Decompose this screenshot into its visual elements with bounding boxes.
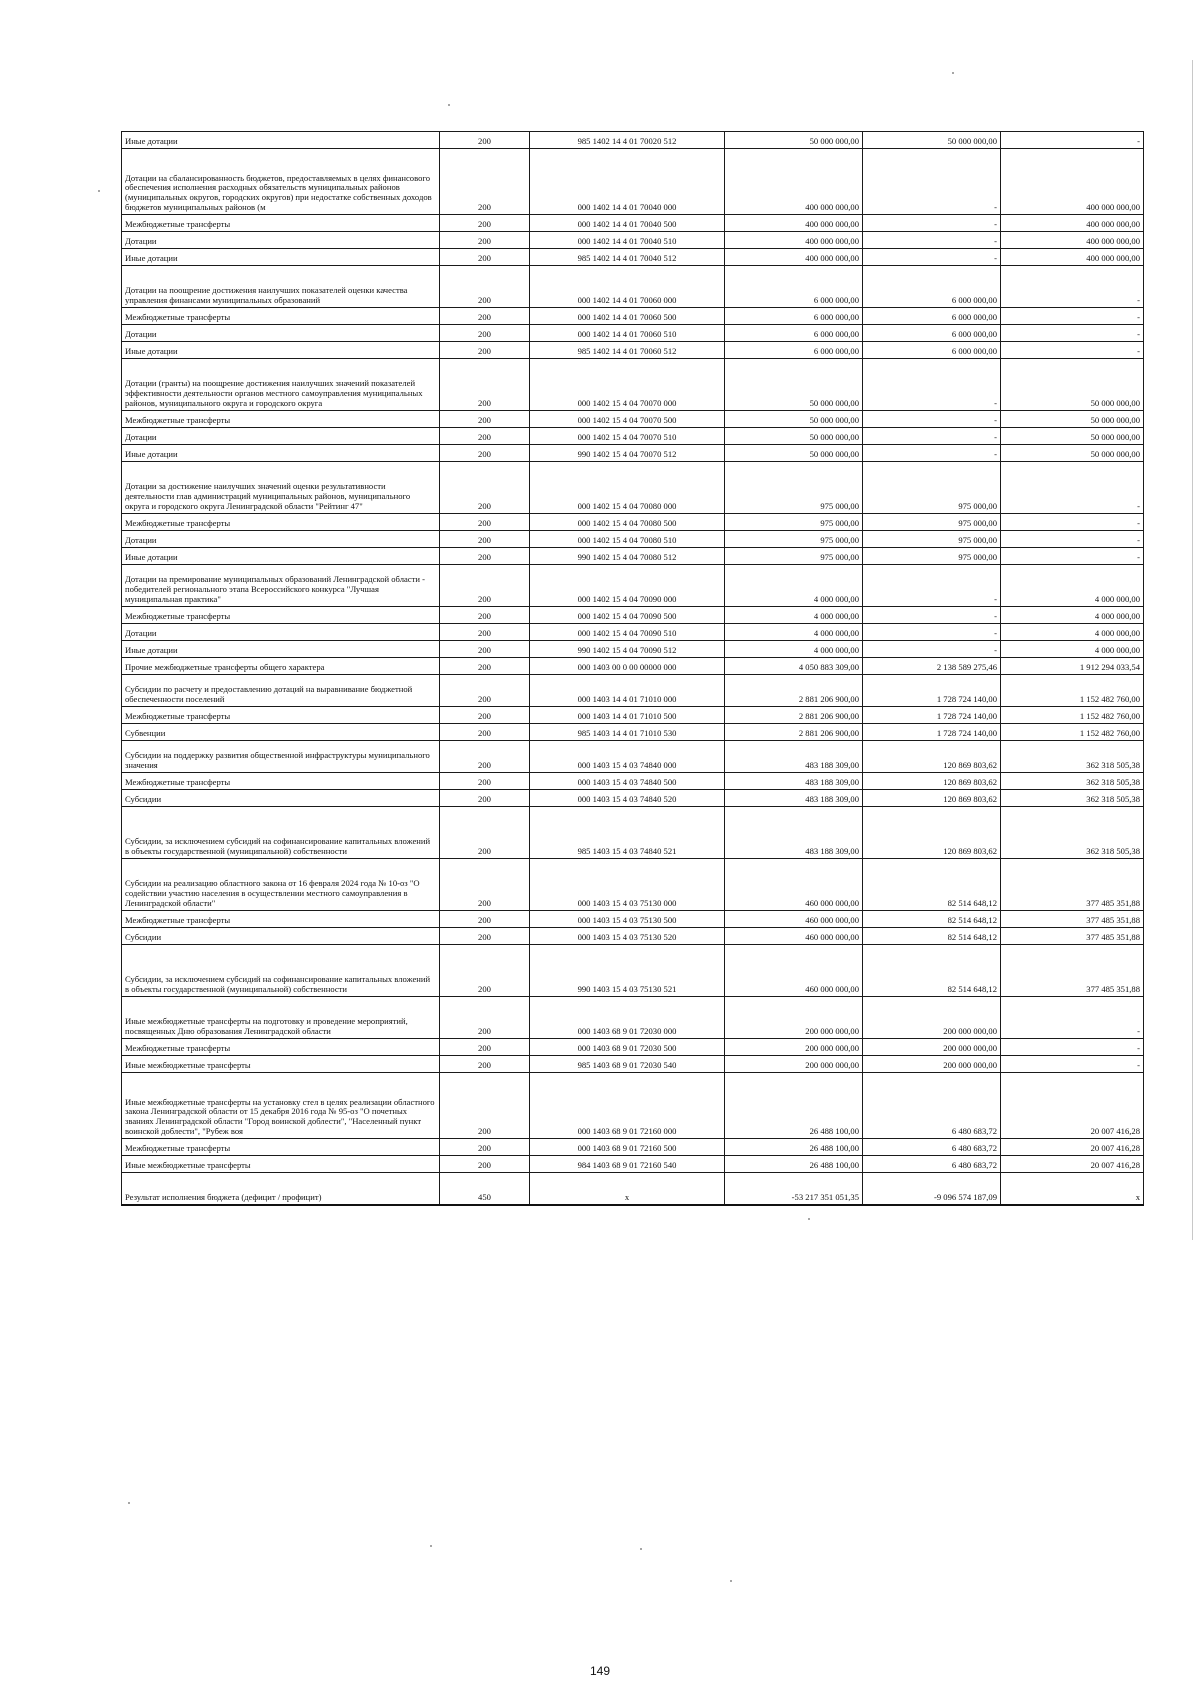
table-row	[122, 859, 1144, 911]
row-name-cell: Иные межбюджетные трансферты	[122, 1056, 440, 1073]
table-row	[122, 658, 1144, 675]
row-name-cell: Межбюджетные трансферты	[122, 514, 440, 531]
executed-amount-cell: 1 728 724 140,00	[863, 707, 1001, 724]
line-code-cell: 200	[440, 773, 530, 790]
classification-code-cell: 985 1402 14 4 01 70060 512	[530, 342, 725, 359]
executed-amount-cell: 6 000 000,00	[863, 342, 1001, 359]
row-name-cell: Дотации	[122, 325, 440, 342]
row-name-cell: Дотации на премирование муниципальных образований Ленинградской области - победителей регионального этапа Всероссийского конкурса "Лучшая муниципальная практика"	[122, 565, 440, 607]
approved-amount-cell: 975 000,00	[725, 531, 863, 548]
row-name-cell: Межбюджетные трансферты	[122, 607, 440, 624]
row-name-cell: Субсидии, за исключением субсидий на софинансирование капитальных вложений в объекты государственной (муниципальной) собственности	[122, 807, 440, 859]
remaining-amount-cell: -	[1001, 514, 1144, 531]
executed-amount-cell: -	[863, 445, 1001, 462]
line-code-cell: 200	[440, 675, 530, 707]
row-name-cell: Иные межбюджетные трансферты на подготовку и проведение мероприятий, посвященных Дню образования Ленинградской области	[122, 997, 440, 1039]
remaining-amount-cell: 1 152 482 760,00	[1001, 707, 1144, 724]
classification-code-cell: 990 1402 15 4 04 70080 512	[530, 548, 725, 565]
classification-code-cell: 000 1402 14 4 01 70040 510	[530, 232, 725, 249]
remaining-amount-cell: 50 000 000,00	[1001, 359, 1144, 411]
row-name-cell: Иные дотации	[122, 342, 440, 359]
line-code-cell: 200	[440, 607, 530, 624]
executed-amount-cell: 200 000 000,00	[863, 1039, 1001, 1056]
executed-amount-cell: 50 000 000,00	[863, 132, 1001, 149]
approved-amount-cell: 4 000 000,00	[725, 565, 863, 607]
remaining-amount-cell: 400 000 000,00	[1001, 149, 1144, 215]
table-row	[122, 411, 1144, 428]
row-name-cell: Дотации	[122, 531, 440, 548]
remaining-amount-cell: 377 485 351,88	[1001, 928, 1144, 945]
approved-amount-cell: 460 000 000,00	[725, 945, 863, 997]
row-name-cell: Субсидии, за исключением субсидий на софинансирование капитальных вложений в объекты государственной (муниципальной) собственности	[122, 945, 440, 997]
line-code-cell: 200	[440, 445, 530, 462]
row-name-cell: Дотации на сбалансированность бюджетов, предоставляемых в целях финансового обеспечения исполнения расходных обязательств муниципальных районов (муниципальных округов, городских округов) при недостатке собственных доходов бюджетов муниципальных районов (м	[122, 149, 440, 215]
approved-amount-cell: 4 000 000,00	[725, 641, 863, 658]
executed-amount-cell: 82 514 648,12	[863, 911, 1001, 928]
row-name-cell: Дотации	[122, 428, 440, 445]
scan-speck	[128, 1502, 130, 1504]
approved-amount-cell: 483 188 309,00	[725, 807, 863, 859]
line-code-cell: 200	[440, 1139, 530, 1156]
executed-amount-cell: 120 869 803,62	[863, 790, 1001, 807]
row-name-cell: Межбюджетные трансферты	[122, 911, 440, 928]
executed-amount-cell: 82 514 648,12	[863, 945, 1001, 997]
remaining-amount-cell: -	[1001, 531, 1144, 548]
line-code-cell: 200	[440, 514, 530, 531]
classification-code-cell: 000 1402 15 4 04 70090 000	[530, 565, 725, 607]
line-code-cell: 200	[440, 1039, 530, 1056]
classification-code-cell: 000 1403 68 9 01 72160 500	[530, 1139, 725, 1156]
row-name-cell: Межбюджетные трансферты	[122, 1039, 440, 1056]
row-name-cell: Субсидии	[122, 928, 440, 945]
classification-code-cell: 000 1402 15 4 04 70070 500	[530, 411, 725, 428]
page-number: 149	[589, 1664, 611, 1678]
classification-code-cell: 000 1403 15 4 03 75130 000	[530, 859, 725, 911]
table-row	[122, 359, 1144, 411]
executed-amount-cell: -	[863, 565, 1001, 607]
executed-amount-cell: -	[863, 249, 1001, 266]
line-code-cell: 200	[440, 308, 530, 325]
approved-amount-cell: 50 000 000,00	[725, 411, 863, 428]
approved-amount-cell: 400 000 000,00	[725, 215, 863, 232]
line-code-cell: 200	[440, 149, 530, 215]
approved-amount-cell: 6 000 000,00	[725, 342, 863, 359]
row-name-cell: Иные межбюджетные трансферты	[122, 1156, 440, 1173]
table-row	[122, 1073, 1144, 1139]
table-row	[122, 132, 1144, 149]
line-code-cell: 200	[440, 741, 530, 773]
approved-amount-cell: 4 050 883 309,00	[725, 658, 863, 675]
remaining-amount-cell: 4 000 000,00	[1001, 624, 1144, 641]
table-row	[122, 548, 1144, 565]
table-row	[122, 325, 1144, 342]
approved-amount-cell: 975 000,00	[725, 462, 863, 514]
classification-code-cell: 985 1403 68 9 01 72030 540	[530, 1056, 725, 1073]
line-code-cell: 200	[440, 462, 530, 514]
approved-amount-cell: 200 000 000,00	[725, 1056, 863, 1073]
classification-code-cell: 000 1403 15 4 03 74840 500	[530, 773, 725, 790]
row-name-cell: Дотации (гранты) на поощрение достижения наилучших значений показателей эффективности деятельности органов местного самоуправления муниципальных районов, муниципального округа и городского округа	[122, 359, 440, 411]
line-code-cell: 200	[440, 911, 530, 928]
classification-code-cell: 985 1403 15 4 03 74840 521	[530, 807, 725, 859]
classification-code-cell: 000 1403 00 0 00 00000 000	[530, 658, 725, 675]
executed-amount-cell: -	[863, 232, 1001, 249]
executed-amount-cell: 1 728 724 140,00	[863, 724, 1001, 741]
approved-amount-cell: 50 000 000,00	[725, 428, 863, 445]
table-row	[122, 1156, 1144, 1173]
scan-speck	[98, 190, 100, 192]
executed-amount-cell: -	[863, 607, 1001, 624]
remaining-amount-cell: -	[1001, 548, 1144, 565]
line-code-cell: 200	[440, 411, 530, 428]
executed-amount-cell: 6 480 683,72	[863, 1073, 1001, 1139]
table-row	[122, 428, 1144, 445]
scan-speck	[640, 1548, 642, 1550]
row-name-cell: Субсидии на поддержку развития общественной инфраструктуры муниципального значения	[122, 741, 440, 773]
remaining-amount-cell: x	[1001, 1173, 1144, 1205]
approved-amount-cell: 26 488 100,00	[725, 1139, 863, 1156]
scan-speck	[448, 104, 450, 106]
approved-amount-cell: 50 000 000,00	[725, 359, 863, 411]
classification-code-cell: 000 1403 68 9 01 72030 500	[530, 1039, 725, 1056]
remaining-amount-cell: 1 152 482 760,00	[1001, 724, 1144, 741]
classification-code-cell: 000 1403 15 4 03 75130 500	[530, 911, 725, 928]
table-row	[122, 1056, 1144, 1073]
executed-amount-cell: 975 000,00	[863, 514, 1001, 531]
executed-amount-cell: -	[863, 624, 1001, 641]
remaining-amount-cell: 20 007 416,28	[1001, 1139, 1144, 1156]
row-name-cell: Дотации за достижение наилучших значений оценки результативности деятельности глав администраций муниципальных районов, муниципального округа и городского округа Ленинградской области "Рейтинг 47"	[122, 462, 440, 514]
classification-code-cell: 000 1402 15 4 04 70070 510	[530, 428, 725, 445]
classification-code-cell: 984 1403 68 9 01 72160 540	[530, 1156, 725, 1173]
approved-amount-cell: 50 000 000,00	[725, 132, 863, 149]
line-code-cell: 200	[440, 232, 530, 249]
table-row	[122, 707, 1144, 724]
line-code-cell: 200	[440, 790, 530, 807]
line-code-cell: 200	[440, 997, 530, 1039]
classification-code-cell: 000 1403 15 4 03 74840 520	[530, 790, 725, 807]
remaining-amount-cell: 377 485 351,88	[1001, 859, 1144, 911]
approved-amount-cell: 400 000 000,00	[725, 232, 863, 249]
row-name-cell: Субсидии	[122, 790, 440, 807]
executed-amount-cell: 975 000,00	[863, 462, 1001, 514]
classification-code-cell: 000 1402 15 4 04 70090 500	[530, 607, 725, 624]
executed-amount-cell: -	[863, 359, 1001, 411]
remaining-amount-cell: 362 318 505,38	[1001, 790, 1144, 807]
remaining-amount-cell: 362 318 505,38	[1001, 741, 1144, 773]
remaining-amount-cell: 377 485 351,88	[1001, 945, 1144, 997]
table-body	[122, 132, 1144, 1205]
row-name-cell: Субсидии на реализацию областного закона от 16 февраля 2024 года № 10-оз "О содействии участию населения в осуществлении местного самоуправления в Ленинградской области"	[122, 859, 440, 911]
line-code-cell: 200	[440, 859, 530, 911]
executed-amount-cell: 975 000,00	[863, 531, 1001, 548]
executed-amount-cell: 6 000 000,00	[863, 308, 1001, 325]
table-row	[122, 445, 1144, 462]
line-code-cell: 200	[440, 807, 530, 859]
table-row	[122, 308, 1144, 325]
row-name-cell: Межбюджетные трансферты	[122, 707, 440, 724]
executed-amount-cell: 200 000 000,00	[863, 1056, 1001, 1073]
executed-amount-cell: 975 000,00	[863, 548, 1001, 565]
row-name-cell: Иные дотации	[122, 641, 440, 658]
remaining-amount-cell: 377 485 351,88	[1001, 911, 1144, 928]
table-row	[122, 945, 1144, 997]
line-code-cell: 200	[440, 1056, 530, 1073]
table-row	[122, 641, 1144, 658]
remaining-amount-cell: 20 007 416,28	[1001, 1073, 1144, 1139]
table-row	[122, 790, 1144, 807]
table-row	[122, 1039, 1144, 1056]
table-row	[122, 232, 1144, 249]
executed-amount-cell: -	[863, 149, 1001, 215]
remaining-amount-cell: 50 000 000,00	[1001, 445, 1144, 462]
executed-amount-cell: 82 514 648,12	[863, 859, 1001, 911]
budget-execution-table	[121, 131, 1144, 1206]
table-row	[122, 249, 1144, 266]
line-code-cell: 200	[440, 359, 530, 411]
remaining-amount-cell: 400 000 000,00	[1001, 232, 1144, 249]
line-code-cell: 200	[440, 342, 530, 359]
classification-code-cell: 000 1403 68 9 01 72030 000	[530, 997, 725, 1039]
row-name-cell: Дотации	[122, 624, 440, 641]
approved-amount-cell: 2 881 206 900,00	[725, 675, 863, 707]
scan-edge-line	[1192, 60, 1193, 1240]
classification-code-cell: 000 1402 14 4 01 70040 500	[530, 215, 725, 232]
row-name-cell: Межбюджетные трансферты	[122, 411, 440, 428]
executed-amount-cell: 200 000 000,00	[863, 997, 1001, 1039]
line-code-cell: 200	[440, 428, 530, 445]
approved-amount-cell: 2 881 206 900,00	[725, 724, 863, 741]
classification-code-cell: 000 1402 15 4 04 70070 000	[530, 359, 725, 411]
table-row	[122, 1173, 1144, 1205]
row-name-cell: Межбюджетные трансферты	[122, 773, 440, 790]
classification-code-cell: 000 1403 15 4 03 75130 520	[530, 928, 725, 945]
table-row	[122, 607, 1144, 624]
table-row	[122, 675, 1144, 707]
remaining-amount-cell: -	[1001, 266, 1144, 308]
approved-amount-cell: 6 000 000,00	[725, 325, 863, 342]
approved-amount-cell: 975 000,00	[725, 514, 863, 531]
approved-amount-cell: 6 000 000,00	[725, 266, 863, 308]
line-code-cell: 200	[440, 132, 530, 149]
row-name-cell: Дотации	[122, 232, 440, 249]
executed-amount-cell: -	[863, 215, 1001, 232]
line-code-cell: 200	[440, 266, 530, 308]
row-name-cell: Иные дотации	[122, 445, 440, 462]
line-code-cell: 200	[440, 215, 530, 232]
row-name-cell: Иные дотации	[122, 249, 440, 266]
classification-code-cell: 000 1403 15 4 03 74840 000	[530, 741, 725, 773]
classification-code-cell: 000 1402 15 4 04 70090 510	[530, 624, 725, 641]
executed-amount-cell: -9 096 574 187,09	[863, 1173, 1001, 1205]
classification-code-cell: 000 1402 15 4 04 70080 500	[530, 514, 725, 531]
line-code-cell: 200	[440, 707, 530, 724]
classification-code-cell: 000 1403 14 4 01 71010 500	[530, 707, 725, 724]
classification-code-cell: 000 1403 68 9 01 72160 000	[530, 1073, 725, 1139]
row-name-cell: Межбюджетные трансферты	[122, 1139, 440, 1156]
classification-code-cell: 985 1403 14 4 01 71010 530	[530, 724, 725, 741]
remaining-amount-cell: 400 000 000,00	[1001, 249, 1144, 266]
executed-amount-cell: -	[863, 641, 1001, 658]
remaining-amount-cell: -	[1001, 308, 1144, 325]
row-name-cell: Прочие межбюджетные трансферты общего характера	[122, 658, 440, 675]
classification-code-cell: 000 1403 14 4 01 71010 000	[530, 675, 725, 707]
classification-code-cell: 990 1402 15 4 04 70070 512	[530, 445, 725, 462]
line-code-cell: 450	[440, 1173, 530, 1205]
executed-amount-cell: 2 138 589 275,46	[863, 658, 1001, 675]
classification-code-cell: 000 1402 14 4 01 70060 500	[530, 308, 725, 325]
line-code-cell: 200	[440, 724, 530, 741]
approved-amount-cell: 200 000 000,00	[725, 1039, 863, 1056]
approved-amount-cell: 26 488 100,00	[725, 1073, 863, 1139]
table-row	[122, 215, 1144, 232]
row-name-cell: Иные дотации	[122, 548, 440, 565]
approved-amount-cell: 6 000 000,00	[725, 308, 863, 325]
line-code-cell: 200	[440, 928, 530, 945]
remaining-amount-cell: -	[1001, 997, 1144, 1039]
table-row	[122, 531, 1144, 548]
row-name-cell: Иные дотации	[122, 132, 440, 149]
line-code-cell: 200	[440, 565, 530, 607]
executed-amount-cell: 6 000 000,00	[863, 266, 1001, 308]
line-code-cell: 200	[440, 531, 530, 548]
approved-amount-cell: 4 000 000,00	[725, 624, 863, 641]
scan-speck	[808, 1218, 810, 1220]
remaining-amount-cell: 1 152 482 760,00	[1001, 675, 1144, 707]
approved-amount-cell: 400 000 000,00	[725, 249, 863, 266]
line-code-cell: 200	[440, 548, 530, 565]
classification-code-cell: 985 1402 14 4 01 70040 512	[530, 249, 725, 266]
remaining-amount-cell: 50 000 000,00	[1001, 428, 1144, 445]
approved-amount-cell: 200 000 000,00	[725, 997, 863, 1039]
scan-speck	[952, 72, 954, 74]
classification-code-cell: 000 1402 15 4 04 70080 510	[530, 531, 725, 548]
remaining-amount-cell: 4 000 000,00	[1001, 607, 1144, 624]
remaining-amount-cell: -	[1001, 462, 1144, 514]
table-row	[122, 1139, 1144, 1156]
line-code-cell: 200	[440, 325, 530, 342]
remaining-amount-cell: 1 912 294 033,54	[1001, 658, 1144, 675]
table-row	[122, 773, 1144, 790]
table-row	[122, 741, 1144, 773]
row-name-cell: Субвенции	[122, 724, 440, 741]
executed-amount-cell: 1 728 724 140,00	[863, 675, 1001, 707]
executed-amount-cell: 6 480 683,72	[863, 1156, 1001, 1173]
line-code-cell: 200	[440, 1073, 530, 1139]
approved-amount-cell: 460 000 000,00	[725, 911, 863, 928]
row-name-cell: Субсидии по расчету и предоставлению дотаций на выравнивание бюджетной обеспеченности поселений	[122, 675, 440, 707]
approved-amount-cell: 400 000 000,00	[725, 149, 863, 215]
executed-amount-cell: 6 480 683,72	[863, 1139, 1001, 1156]
table-row	[122, 807, 1144, 859]
scan-speck	[430, 1545, 432, 1547]
approved-amount-cell: 460 000 000,00	[725, 928, 863, 945]
table-row	[122, 462, 1144, 514]
classification-code-cell: 000 1402 15 4 04 70080 000	[530, 462, 725, 514]
table-row	[122, 724, 1144, 741]
classification-code-cell: 990 1403 15 4 03 75130 521	[530, 945, 725, 997]
remaining-amount-cell: 400 000 000,00	[1001, 215, 1144, 232]
remaining-amount-cell: -	[1001, 325, 1144, 342]
table-row	[122, 997, 1144, 1039]
line-code-cell: 200	[440, 249, 530, 266]
line-code-cell: 200	[440, 945, 530, 997]
line-code-cell: 200	[440, 624, 530, 641]
row-name-cell: Результат исполнения бюджета (дефицит / профицит)	[122, 1173, 440, 1205]
table-row	[122, 266, 1144, 308]
classification-code-cell: 000 1402 14 4 01 70060 510	[530, 325, 725, 342]
table-row	[122, 911, 1144, 928]
approved-amount-cell: 4 000 000,00	[725, 607, 863, 624]
approved-amount-cell: 483 188 309,00	[725, 741, 863, 773]
executed-amount-cell: 82 514 648,12	[863, 928, 1001, 945]
line-code-cell: 200	[440, 641, 530, 658]
approved-amount-cell: 483 188 309,00	[725, 773, 863, 790]
row-name-cell: Дотации на поощрение достижения наилучших показателей оценки качества управления финансами муниципальных образований	[122, 266, 440, 308]
classification-code-cell: x	[530, 1173, 725, 1205]
classification-code-cell: 000 1402 14 4 01 70060 000	[530, 266, 725, 308]
row-name-cell: Межбюджетные трансферты	[122, 215, 440, 232]
executed-amount-cell: 120 869 803,62	[863, 807, 1001, 859]
table-row	[122, 149, 1144, 215]
line-code-cell: 200	[440, 658, 530, 675]
executed-amount-cell: 120 869 803,62	[863, 773, 1001, 790]
remaining-amount-cell: -	[1001, 1056, 1144, 1073]
remaining-amount-cell: -	[1001, 342, 1144, 359]
remaining-amount-cell: 20 007 416,28	[1001, 1156, 1144, 1173]
classification-code-cell: 000 1402 14 4 01 70040 000	[530, 149, 725, 215]
executed-amount-cell: 6 000 000,00	[863, 325, 1001, 342]
line-code-cell: 200	[440, 1156, 530, 1173]
scan-speck	[730, 1580, 732, 1582]
approved-amount-cell: 483 188 309,00	[725, 790, 863, 807]
table-row	[122, 624, 1144, 641]
approved-amount-cell: -53 217 351 051,35	[725, 1173, 863, 1205]
remaining-amount-cell: 362 318 505,38	[1001, 807, 1144, 859]
remaining-amount-cell: -	[1001, 1039, 1144, 1056]
table-row	[122, 342, 1144, 359]
approved-amount-cell: 50 000 000,00	[725, 445, 863, 462]
remaining-amount-cell: 50 000 000,00	[1001, 411, 1144, 428]
row-name-cell: Межбюджетные трансферты	[122, 308, 440, 325]
table-row	[122, 565, 1144, 607]
table-row	[122, 928, 1144, 945]
classification-code-cell: 985 1402 14 4 01 70020 512	[530, 132, 725, 149]
row-name-cell: Иные межбюджетные трансферты на установку стел в целях реализации областного закона Ленинградской области от 15 декабря 2016 года № 95-оз "О почетных званиях Ленинградской области "Город воинской доблести", "Населенный пункт воинской доблести", "Рубеж воя	[122, 1073, 440, 1139]
approved-amount-cell: 975 000,00	[725, 548, 863, 565]
remaining-amount-cell: 4 000 000,00	[1001, 565, 1144, 607]
remaining-amount-cell: -	[1001, 132, 1144, 149]
remaining-amount-cell: 4 000 000,00	[1001, 641, 1144, 658]
executed-amount-cell: 120 869 803,62	[863, 741, 1001, 773]
approved-amount-cell: 26 488 100,00	[725, 1156, 863, 1173]
approved-amount-cell: 2 881 206 900,00	[725, 707, 863, 724]
executed-amount-cell: -	[863, 411, 1001, 428]
remaining-amount-cell: 362 318 505,38	[1001, 773, 1144, 790]
executed-amount-cell: -	[863, 428, 1001, 445]
table-row	[122, 514, 1144, 531]
classification-code-cell: 990 1402 15 4 04 70090 512	[530, 641, 725, 658]
approved-amount-cell: 460 000 000,00	[725, 859, 863, 911]
